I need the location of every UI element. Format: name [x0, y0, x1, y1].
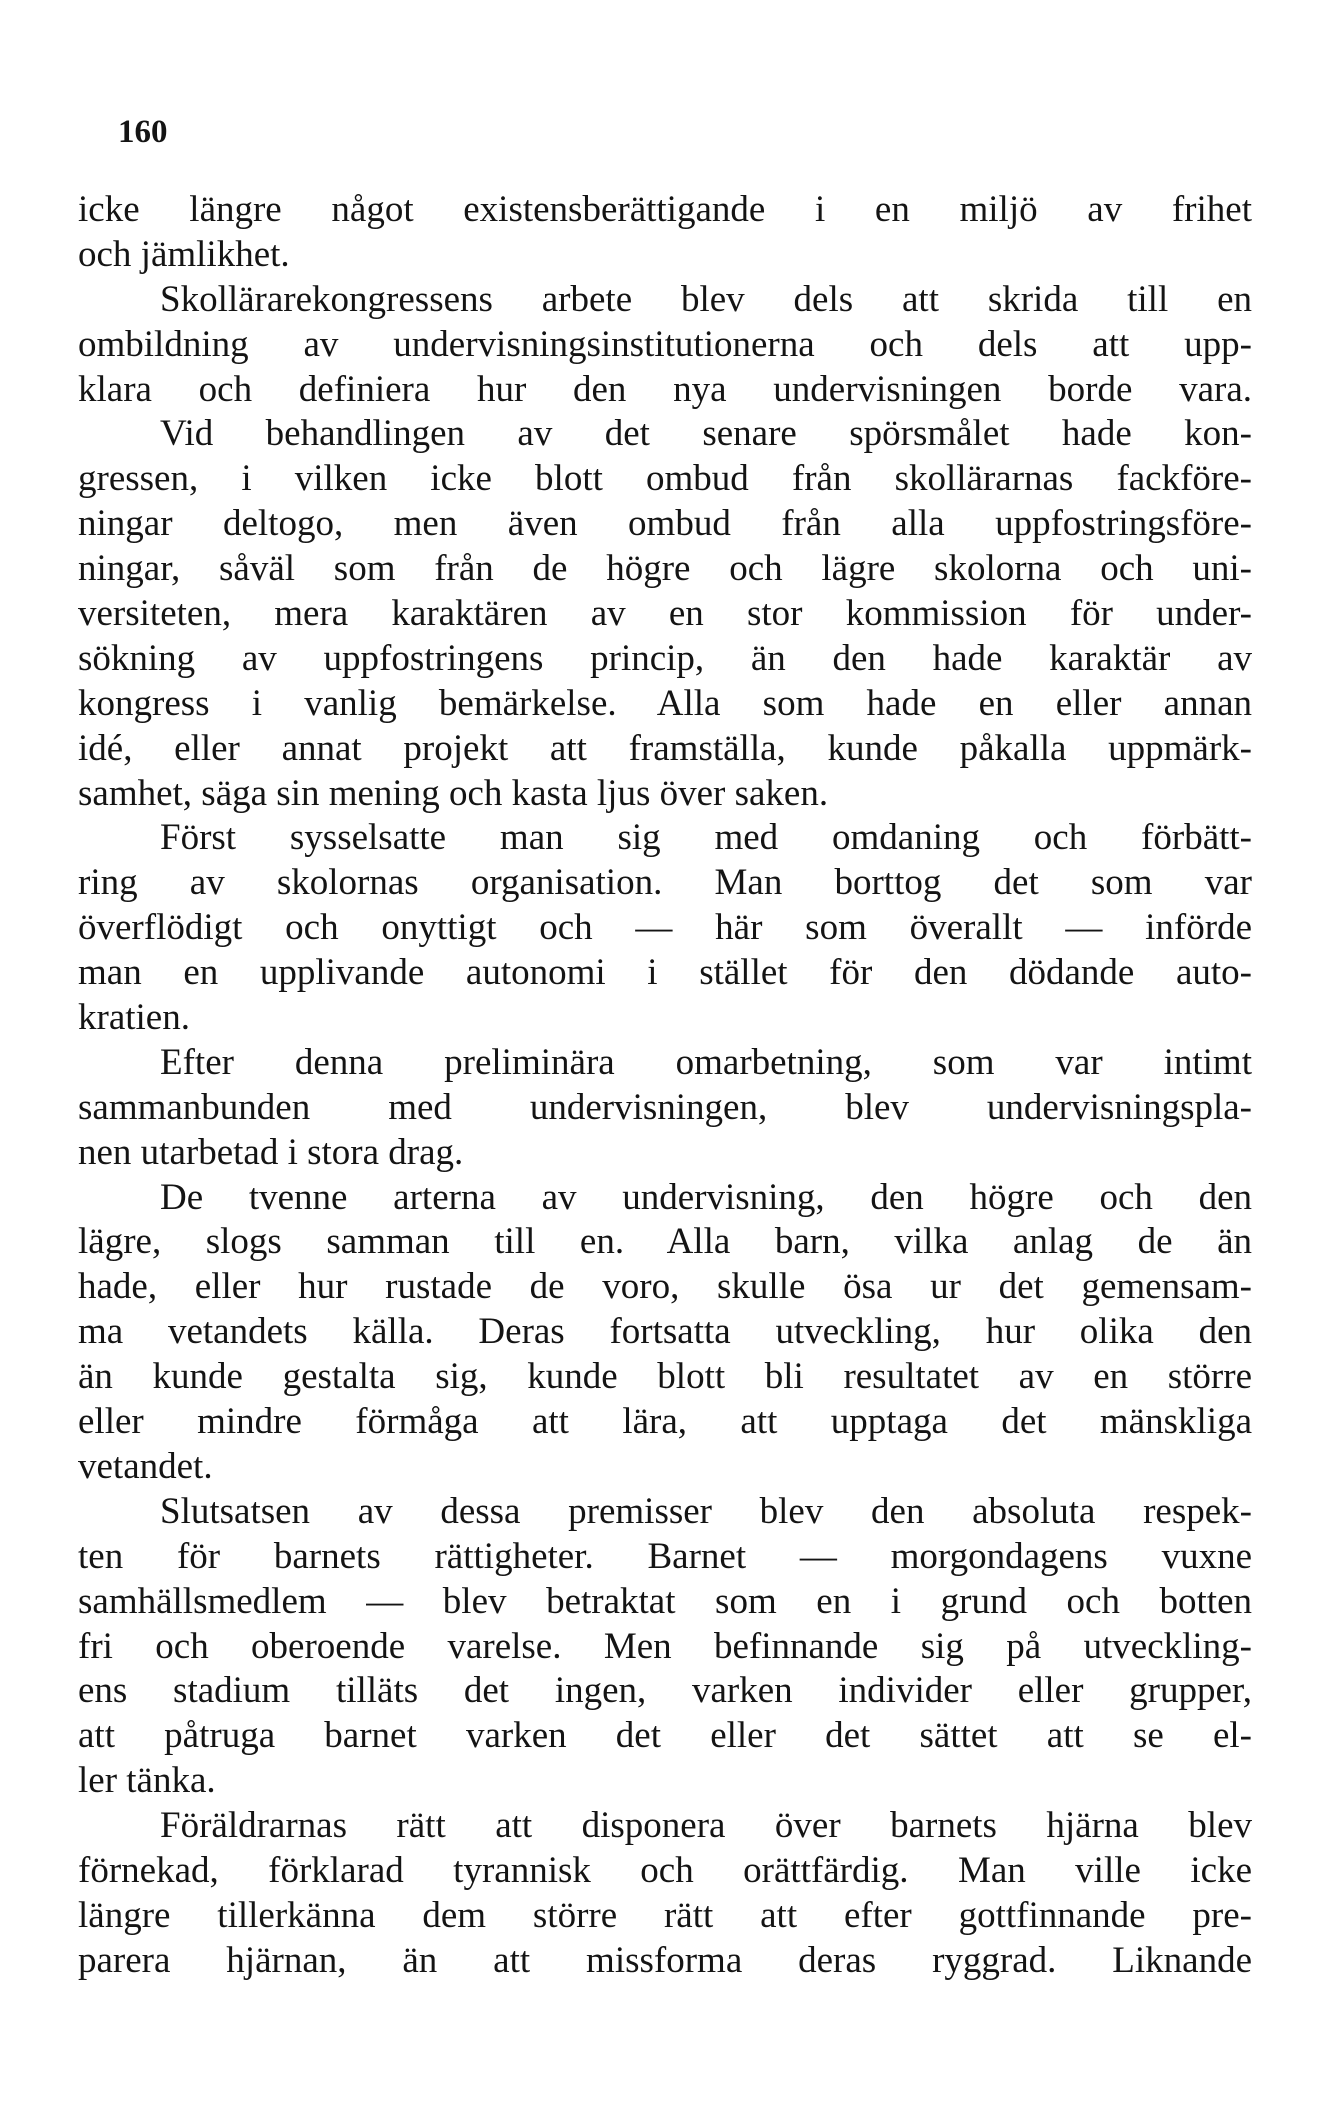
text-line: samhet, säga sin mening och kasta ljus över saken. — [78, 772, 829, 814]
text-line: hade, eller hur rustade de voro, skulle ösa ur det gemensam- — [78, 1266, 1252, 1308]
text-line: lägre, slogs samman till en. Alla barn, vilka anlag de än — [78, 1221, 1252, 1263]
text-line: förnekad, förklarad tyrannisk och orättfärdig. Man ville icke — [78, 1849, 1252, 1891]
text-line: längre tillerkänna dem större rätt att efter gottfinnande pre- — [78, 1894, 1252, 1936]
text-line: ens stadium tilläts det ingen, varken individer eller grupper, — [78, 1670, 1252, 1712]
text-line: klara och definiera hur den nya undervisningen borde vara. — [78, 368, 1252, 410]
text-line: Skollärarekongressens arbete blev dels att skrida till en — [160, 278, 1252, 320]
text-line: ring av skolornas organisation. Man borttog det som var — [78, 862, 1252, 904]
text-line: nen utarbetad i stora drag. — [78, 1131, 464, 1173]
text-line: Efter denna preliminära omarbetning, som var intimt — [160, 1041, 1252, 1083]
text-line: Vid behandlingen av det senare spörsmålet hade kon- — [160, 413, 1252, 455]
text-line: icke längre något existensberättigande i en miljö av frihet — [78, 189, 1252, 230]
text-line: idé, eller annat projekt att framställa, kunde påkalla uppmärk- — [78, 727, 1252, 769]
text-line: versiteten, mera karaktären av en stor kommission för under- — [78, 593, 1252, 635]
text-line: ma vetandets källa. Deras fortsatta utveckling, hur olika den — [78, 1311, 1252, 1353]
text-line: Slutsatsen av dessa premisser blev den absoluta respek- — [160, 1490, 1252, 1532]
text-line: ningar deltogo, men även ombud från alla uppfostringsföre- — [78, 503, 1252, 545]
page-number: 160 — [118, 114, 168, 150]
text-line: man en upplivande autonomi i stället för den dödande auto- — [78, 952, 1252, 994]
text-line: kongress i vanlig bemärkelse. Alla som hade en eller annan — [78, 682, 1252, 724]
text-line: vetandet. — [78, 1445, 213, 1487]
text-line: överflödigt och onyttigt och — här som överallt — införde — [78, 907, 1252, 949]
text-line: gressen, i vilken icke blott ombud från skollärarnas fackföre- — [78, 458, 1252, 500]
text-line: sökning av uppfostringens princip, än den hade karaktär av — [78, 637, 1252, 679]
body-text — [78, 188, 1252, 1984]
text-line: ler tänka. — [78, 1760, 216, 1802]
text-line: Föräldrarnas rätt att disponera över barnets hjärna blev — [160, 1805, 1252, 1847]
text-line: De tvenne arterna av undervisning, den högre och den — [160, 1176, 1252, 1218]
text-line: att påtruga barnet varken det eller det sättet att se el- — [78, 1715, 1252, 1757]
text-line: sammanbunden med undervisningen, blev undervisningspla- — [78, 1086, 1252, 1128]
book-page — [78, 112, 1252, 1984]
text-line: ningar, såväl som från de högre och lägre skolorna och uni- — [78, 548, 1252, 590]
text-line: och jämlikhet. — [78, 233, 290, 275]
text-line: samhällsmedlem — blev betraktat som en i grund och botten — [78, 1580, 1252, 1622]
text-line: än kunde gestalta sig, kunde blott bli resultatet av en större — [78, 1356, 1252, 1398]
text-line: ten för barnets rättigheter. Barnet — morgondagens vuxne — [78, 1535, 1252, 1577]
text-line: kratien. — [78, 997, 190, 1039]
text-line: ombildning av undervisningsinstitutionerna och dels att upp- — [78, 323, 1252, 365]
text-line: eller mindre förmåga att lära, att upptaga det mänskliga — [78, 1401, 1252, 1443]
text-line: fri och oberoende varelse. Men befinnande sig på utveckling- — [78, 1625, 1252, 1667]
text-line: parera hjärnan, än att missforma deras ryggrad. Liknande — [78, 1939, 1252, 1981]
text-line: Först sysselsatte man sig med omdaning och förbätt- — [160, 817, 1252, 859]
